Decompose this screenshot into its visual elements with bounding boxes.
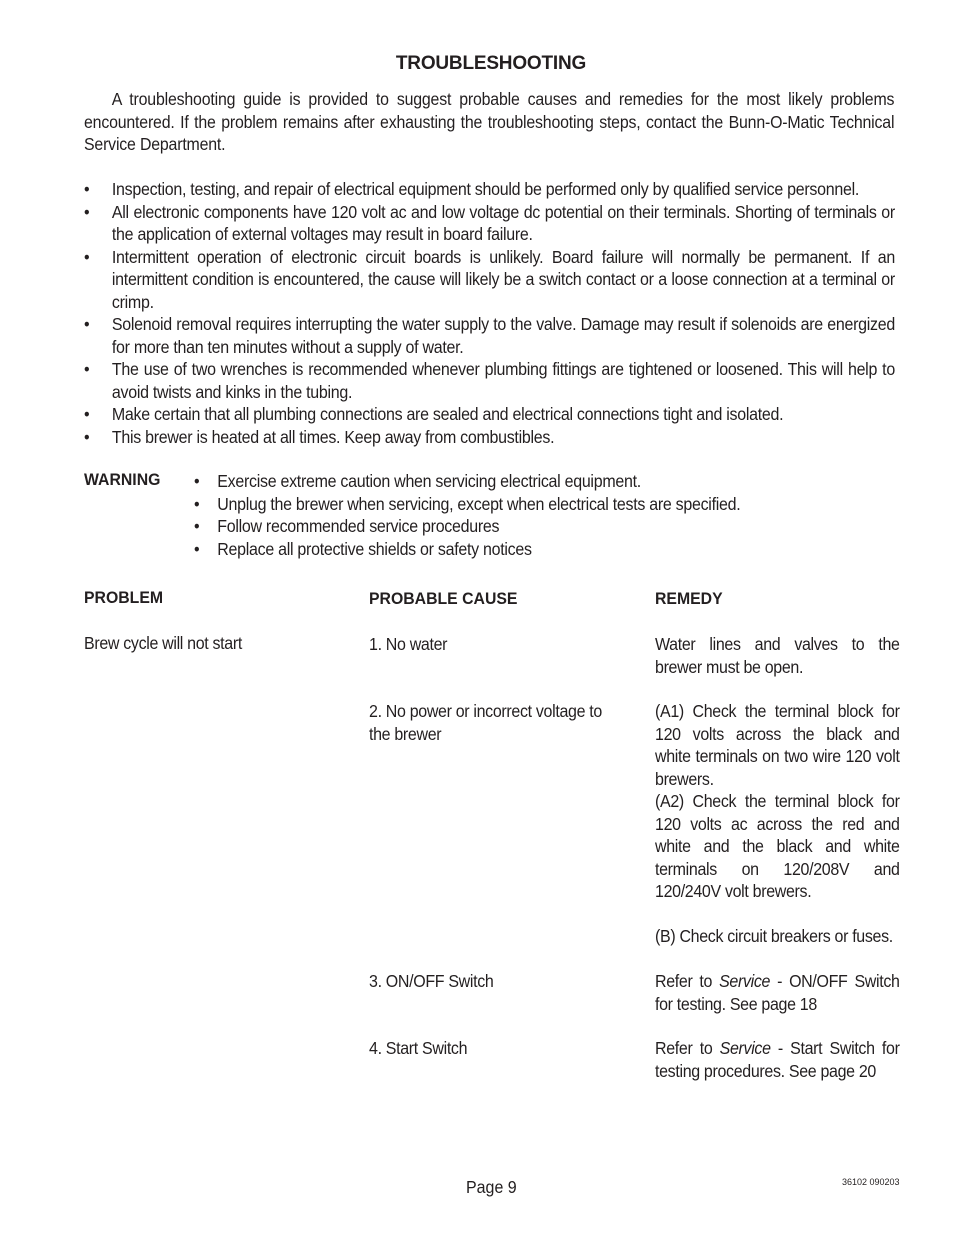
list-item: • Replace all protective shields or safety notices bbox=[194, 538, 532, 559]
cause-cell: 1. No water bbox=[369, 634, 448, 654]
bullet-icon: • bbox=[84, 179, 90, 199]
list-item: • Intermittent operation of electronic circuit boards is unlikely. Board failure will normally be permanent. If an intermittent condition is encountered, the cause will likely be a switch contact or a loose connection at a terminal or crimp. bbox=[84, 246, 895, 312]
list-item: • Inspection, testing, and repair of electrical equipment should be performed only by qualified service personnel. bbox=[84, 179, 860, 199]
bullet-icon: • bbox=[194, 516, 200, 537]
list-item: • All electronic components have 120 volt ac and low voltage dc potential on their terminals. Shorting of terminals or the application of external voltages may result in board failure. bbox=[84, 201, 895, 244]
cause-cell: 2. No power or incorrect voltage to the brewer bbox=[369, 701, 602, 744]
warning-label: WARNING bbox=[84, 470, 161, 489]
bullet-icon: • bbox=[84, 246, 90, 267]
remedy-cell: (B) Check circuit breakers or fuses. bbox=[655, 926, 893, 946]
remedy-cell: Refer to Service - ON/OFF Switch for testing. See page 18 bbox=[655, 971, 900, 1014]
problem-cell: Brew cycle will not start bbox=[84, 633, 242, 653]
remedy-cell: Refer to Service - Start Switch for testing procedures. See page 20 bbox=[655, 1038, 900, 1081]
bullet-icon: • bbox=[84, 404, 90, 424]
remedy-cell: Water lines and valves to the brewer must be open. bbox=[655, 634, 900, 677]
list-item: • This brewer is heated at all times. Keep away from combustibles. bbox=[84, 426, 555, 447]
bullet-icon: • bbox=[194, 471, 200, 491]
list-item: • Follow recommended service procedures bbox=[194, 516, 500, 537]
bullet-icon: • bbox=[194, 493, 200, 514]
page-title: TROUBLESHOOTING bbox=[395, 53, 587, 74]
list-item: • Unplug the brewer when servicing, except when electrical tests are specified. bbox=[194, 493, 741, 514]
column-header-remedy: REMEDY bbox=[655, 589, 723, 608]
bullet-icon: • bbox=[84, 314, 90, 334]
cause-cell: 4. Start Switch bbox=[369, 1038, 468, 1058]
column-header-cause: PROBABLE CAUSE bbox=[369, 589, 518, 608]
bullet-icon: • bbox=[84, 201, 90, 222]
warning-list bbox=[194, 470, 740, 560]
document-code: 36102 090203 bbox=[842, 1177, 900, 1187]
cause-cell: 3. ON/OFF Switch bbox=[369, 971, 494, 991]
column-header-problem: PROBLEM bbox=[84, 588, 164, 607]
bullet-icon: • bbox=[194, 538, 200, 559]
list-item: • The use of two wrenches is recommended whenever plumbing fittings are tightened or loosened. This will help to avoid twists and kinks in the tubing. bbox=[84, 359, 895, 402]
safety-bullet-list bbox=[84, 178, 895, 448]
bullet-icon: • bbox=[84, 359, 90, 379]
list-item: • Make certain that all plumbing connections are sealed and electrical connections tight and isolated. bbox=[84, 404, 784, 424]
remedy-cell: (A2) Check the terminal block for 120 volts ac across the red and white and the black and white terminals on 120/208V and 120/240V volt brewers. bbox=[655, 791, 900, 902]
list-item: • Solenoid removal requires interrupting the water supply to the valve. Damage may result if solenoids are energized for more than ten minutes without a supply of water. bbox=[84, 314, 895, 357]
intro-paragraph: A troubleshooting guide is provided to suggest probable causes and remedies for the most likely problems encountered. If the problem remains after exhausting the troubleshooting steps, contact the Bunn-O-Matic Technical Service Department. bbox=[84, 89, 895, 155]
page-number: Page 9 bbox=[466, 1177, 517, 1197]
list-item: • Exercise extreme caution when servicing electrical equipment. bbox=[194, 471, 641, 491]
bullet-icon: • bbox=[84, 426, 90, 447]
remedy-cell: (A1) Check the terminal block for 120 volts across the black and white terminals on two wire 120 volt brewers. bbox=[655, 701, 900, 789]
